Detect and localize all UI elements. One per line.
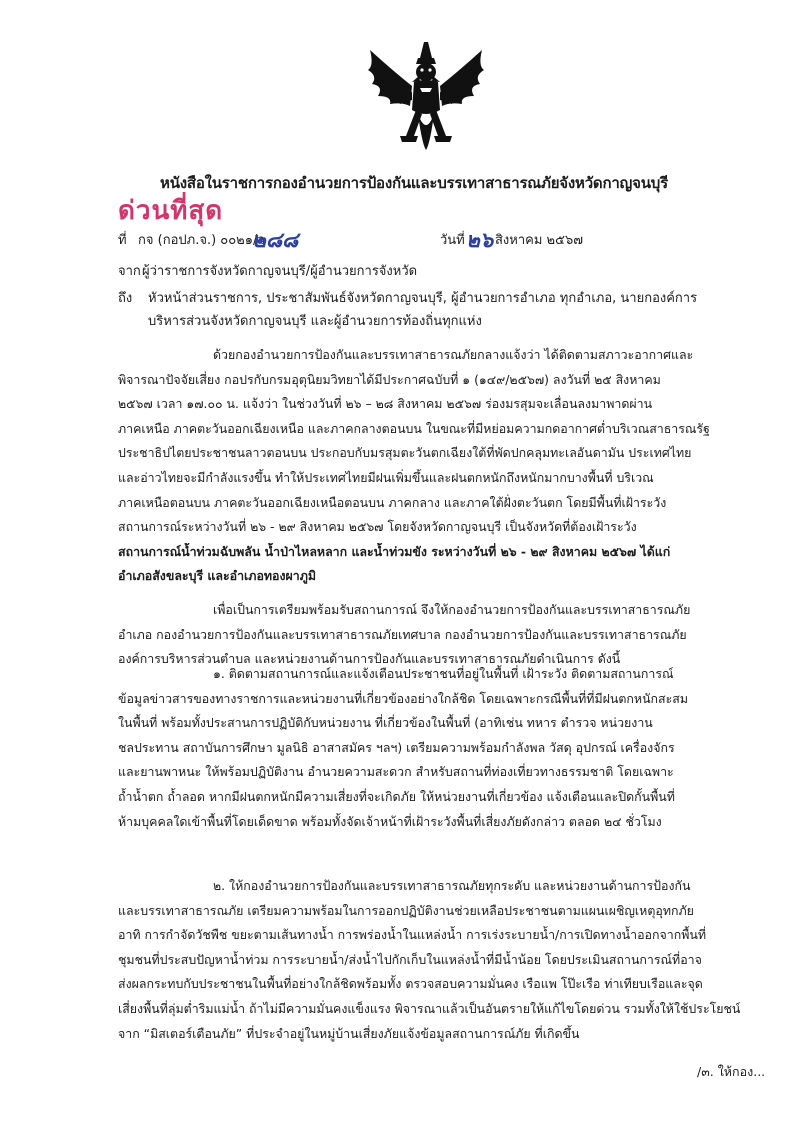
paragraph-line: เสี่ยงพื้นที่ลุ่มต่ำริมแม่น้ำ ถ้าไม่มีความมั่นคงแข็งแรง พิจารณาแล้วเป็นอันตรายให้แก้ไขโดยด่วน รวมทั้งให้ใช้ประโยชน์ bbox=[118, 1000, 741, 1016]
paragraph-line: ภาคเหนือ ภาคตะวันออกเฉียงเหนือ และภาคกลางตอนบน ในขณะที่มีหย่อมความกดอากาศต่ำบริเวณสาธารณรัฐ bbox=[118, 420, 710, 436]
to-recipients-line: หัวหน้าส่วนราชการ, ประชาสัมพันธ์จังหวัดกาญจนบุรี, ผู้อำนวยการอำเภอ ทุกอำเภอ, นายกองค์การ bbox=[148, 291, 698, 306]
paragraph-line: ส่งผลกระทบกับประชาชนในพื้นที่อย่างใกล้ชิดพร้อมทั้ง ตรวจสอบความมั่นคง เรือแพ โป๊ะเรือ ท่าเทียบเรือและจุด bbox=[118, 976, 703, 992]
garuda-emblem-icon bbox=[364, 40, 488, 152]
body-paragraph-1 bbox=[118, 346, 763, 592]
from-value: ผู้ว่าราชการจังหวัดกาญจนบุรี/ผู้อำนวยการจังหวัด bbox=[142, 264, 418, 279]
paragraph-line: ประชาธิปไตยประชาชนลาวตอนบน ประกอบกับมรสุมตะวันตกเฉียงใต้ที่พัดปกคลุมทะเลอันดามัน ประเทศไทย bbox=[118, 445, 692, 461]
paragraph-line: ห้ามบุคคลใดเข้าพื้นที่โดยเด็ดขาด พร้อมทั้งจัดเจ้าหน้าที่เฝ้าระวังพื้นที่เสี่ยงภัยดังกล่าว ตลอด ๒๔ ชั่วโมง bbox=[118, 813, 662, 829]
body-paragraph-2 bbox=[118, 601, 763, 675]
paragraph-line: และยานพาหนะ ให้พร้อมปฏิบัติงาน อำนวยความสะดวก สำหรับสถานที่ท่องเที่ยวทางธรรมชาติ โดยเฉพาะ bbox=[118, 764, 674, 780]
paragraph-line: องค์การบริหารส่วนตำบล และหน่วยงานด้านการป้องกันและบรรเทาสาธารณภัยดำเนินการ ดังนี้ bbox=[118, 651, 621, 667]
paragraph-line: สถานการณ์ระหว่างวันที่ ๒๖ - ๒๙ สิงหาคม ๒๕๖๗ โดยจังหวัดกาญจนบุรี เป็นจังหวัดที่ต้องเฝ้าระวัง bbox=[118, 519, 637, 535]
to-recipients-line: บริหารส่วนจังหวัดกาญจนบุรี และผู้อำนวยการท้องถิ่นทุกแห่ง bbox=[148, 314, 482, 329]
paragraph-line: พิจารณาปัจจัยเสี่ยง กอปรกับกรมอุตุนิยมวิทยาได้มีประกาศฉบับที่ ๑ (๑๔๙/๒๕๖๗) ลงวันที่ ๒๕ สิงหาคม bbox=[118, 371, 661, 387]
paragraph-line: ชลประทาน สถาบันการศึกษา มูลนิธิ อาสาสมัคร ฯลฯ) เตรียมความพร้อมกำลังพล วัสดุ อุปกรณ์ เครื่องจักร bbox=[118, 739, 675, 755]
reference-handwritten-number: ๒๘๘ bbox=[252, 227, 299, 252]
paragraph-line-bold: อำเภอสังขละบุรี และอำเภอทองผาภูมิ bbox=[118, 568, 317, 584]
paragraph-line: ๒๕๖๗ เวลา ๑๗.๐๐ น. แจ้งว่า ในช่วงวันที่ ๒๖ – ๒๘ สิงหาคม ๒๕๖๗ ร่องมรสุมจะเลื่อนลงมาพาดผ่าน bbox=[118, 396, 653, 412]
paragraph-line: ๒. ให้กองอำนวยการป้องกันและบรรเทาสาธารณภัยทุกระดับ และหน่วยงานด้านการป้องกัน bbox=[213, 878, 691, 893]
date-label: วันที่ bbox=[440, 233, 465, 248]
body-item-1 bbox=[118, 665, 763, 837]
reference-label: ที่ bbox=[118, 233, 127, 248]
paragraph-line: ๑. ติดตามสถานการณ์และแจ้งเตือนประชาชนที่อยู่ในพื้นที่ เฝ้าระวัง ติดตามสถานการณ์ bbox=[213, 666, 674, 681]
page-continuation: /๓. ให้กอง... bbox=[697, 1064, 766, 1079]
paragraph-line: ภาคเหนือตอนบน ภาคตะวันออกเฉียงเหนือตอนบน ภาคกลาง และภาคใต้ฝั่งตะวันตก โดยมีพื้นที่เฝ้าระวัง bbox=[118, 494, 667, 510]
body-item-2 bbox=[118, 877, 763, 1049]
paragraph-line: ด้วยกองอำนวยการป้องกันและบรรเทาสาธารณภัยกลางแจ้งว่า ได้ติดตามสภาวะอากาศและ bbox=[213, 347, 694, 362]
urgency-stamp: ด่วนที่สุด bbox=[118, 196, 224, 226]
paragraph-line: และบรรเทาสาธารณภัย เตรียมความพร้อมในการออกปฏิบัติงานช่วยเหลือประชาชนตามแผนเผชิญเหตุอุทกภัย bbox=[118, 902, 694, 918]
reference-number: กจ (กอปภ.จ.) ๐๐๒๑/ว bbox=[138, 233, 265, 248]
paragraph-line: อาทิ การกำจัดวัชพืช ขยะตามเส้นทางน้ำ การพร่องน้ำในแหล่งน้ำ การเร่งระบายน้ำ/การเปิดทางน้ำออกจากพื้นที่ bbox=[118, 927, 707, 943]
date-month-year: สิงหาคม ๒๕๖๗ bbox=[495, 233, 583, 248]
paragraph-line: ชุมชนที่ประสบปัญหาน้ำท่วม การระบายน้ำ/ส่งน้ำไปกักเก็บในแหล่งน้ำที่มีน้ำน้อย โดยประเมินสถานการณ์ที่อาจ bbox=[118, 951, 702, 967]
paragraph-line-bold: สถานการณ์น้ำท่วมฉับพลัน น้ำป่าไหลหลาก และน้ำท่วมขัง ระหว่างวันที่ ๒๖ - ๒๙ สิงหาคม ๒๕๖๗ ได้แก่ bbox=[118, 543, 671, 559]
paragraph-line: ถ้ำน้ำตก ถ้ำลอด หากมีฝนตกหนักมีความเสี่ยงที่จะเกิดภัย ให้หน่วยงานที่เกี่ยวข้อง แจ้งเตือนและปิดกั้นพื้นที่ bbox=[118, 788, 675, 804]
paragraph-line: และอ่าวไทยจะมีกำลังแรงขึ้น ทำให้ประเทศไทยมีฝนเพิ่มขึ้นและฝนตกหนักถึงหนักมากบางพื้นที่ บริเวณ bbox=[118, 469, 654, 485]
document-title: หนังสือในราชการกองอำนวยการป้องกันและบรรเทาสาธารณภัยจังหวัดกาญจนบุรี bbox=[160, 174, 668, 192]
paragraph-line: จาก “มิสเตอร์เตือนภัย” ที่ประจำอยู่ในหมู่บ้านเสี่ยงภัยแจ้งข้อมูลสถานการณ์ภัย ที่เกิดขึ้น bbox=[118, 1025, 580, 1041]
paragraph-line: ข้อมูลข่าวสารของทางราชการและหน่วยงานที่เกี่ยวข้องอย่างใกล้ชิด โดยเฉพาะกรณีพื้นที่ที่มีฝนตกหนักสะสม bbox=[118, 690, 688, 706]
date-handwritten-day: ๒๖ bbox=[466, 227, 494, 252]
paragraph-line: ในพื้นที่ พร้อมทั้งประสานการปฏิบัติกับหน่วยงาน ที่เกี่ยวข้องในพื้นที่ (อาทิเช่น ทหาร ตำรวจ หน่วยงาน bbox=[118, 715, 653, 731]
paragraph-line: อำเภอ กองอำนวยการป้องกันและบรรเทาสาธารณภัยเทศบาล กองอำนวยการป้องกันและบรรเทาสาธารณภัย bbox=[118, 626, 687, 642]
paragraph-line: เพื่อเป็นการเตรียมพร้อมรับสถานการณ์ จึงให้กองอำนวยการป้องกันและบรรเทาสาธารณภัย bbox=[213, 602, 691, 617]
from-label: จาก bbox=[118, 264, 141, 279]
to-label: ถึง bbox=[118, 291, 133, 306]
